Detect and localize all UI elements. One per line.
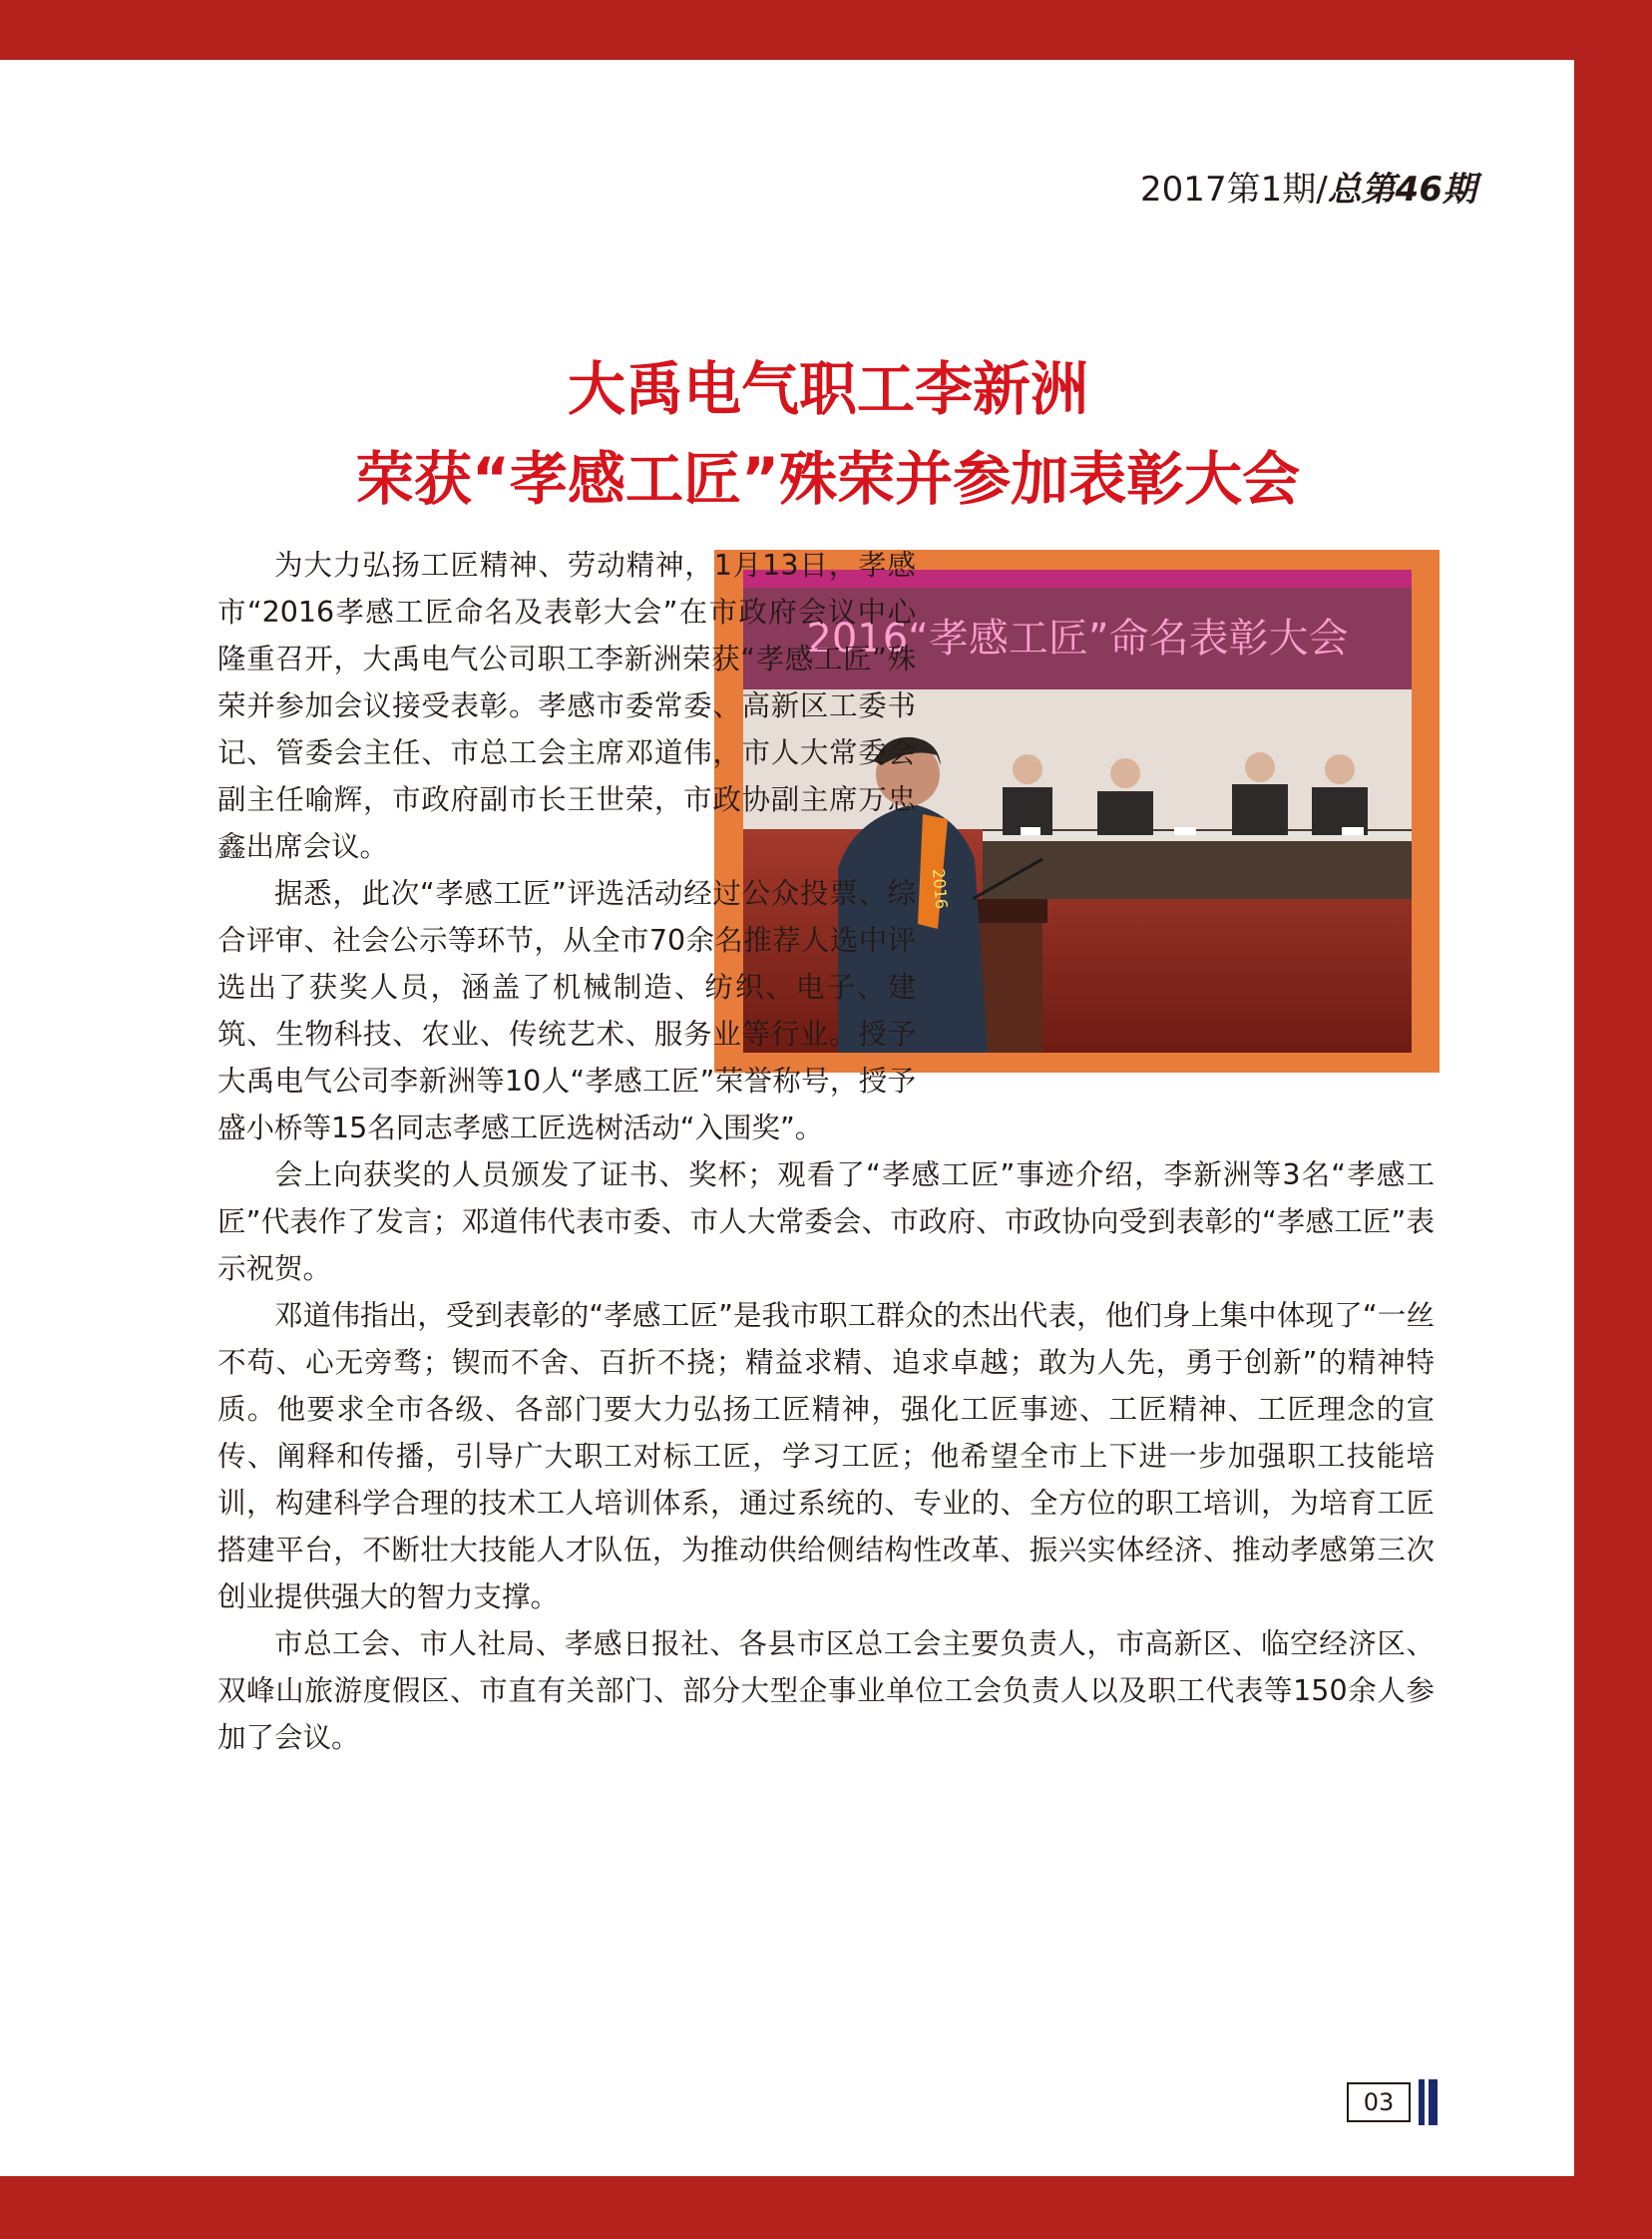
issue-total: 总第46期 — [1327, 170, 1476, 210]
bottom-border — [0, 2176, 1652, 2239]
paragraph-3: 会上向获奖的人员颁发了证书、奖杯；观看了“孝感工匠”事迹介绍，李新洲等3名“孝感工匠”代表作了发言；邓道伟代表市委、市人大常委会、市政府、市政协向受到表彰的“孝感工匠”表示祝贺。 — [217, 1158, 1435, 1285]
top-border — [0, 0, 1652, 60]
paragraph-1: 为大力弘扬工匠精神、劳动精神，1月13日，孝感市“2016孝感工匠命名及表彰大会”在市政府会议中心隆重召开，大禹电气公司职工李新洲荣获“孝感工匠”殊荣并参加会议接受表彰。孝感市委常委、高新区工委书记、管委会主任、市总工会主席邓道伟，市人大常委会副主任喻辉，市政府副市长王世荣，市政协副主席万忠鑫出席会议。 — [217, 549, 916, 863]
article-body — [217, 542, 1435, 1761]
article-title-line2: 荣获“孝感工匠”殊荣并参加表彰大会 — [355, 445, 1301, 513]
page-number: 03 — [1347, 2082, 1411, 2122]
photo-banner-text: 2016“孝感工匠”命名表彰大会 — [806, 616, 1349, 662]
paragraph-4: 邓道伟指出，受到表彰的“孝感工匠”是我市职工群众的杰出代表，他们身上集中体现了“一丝不苟、心无旁骛；锲而不舍、百折不挠；精益求精、追求卓越；敢为人先，勇于创新”的精神特质。他要求全市各级、各部门要大力弘扬工匠精神，强化工匠事迹、工匠精神、工匠理念的宣传、阐释和传播，引导广大职工对标工匠，学习工匠；他希望全市上下进一步加强职工技能培训，构建科学合理的技术工人培训体系，通过系统的、专业的、全方位的职工培训，为培育工匠搭建平台，不断壮大技能人才队伍，为推动供给侧结构性改革、振兴实体经济、推动孝感第三次创业提供强大的智力支撑。 — [217, 1299, 1435, 1613]
page-marker-bar — [1429, 2079, 1438, 2125]
paragraph-2: 据悉，此次“孝感工匠”评选活动经过公众投票、综合评审、社会公示等环节，从全市70余名推荐人选中评选出了获奖人员，涵盖了机械制造、纺织、电子、建筑、生物科技、农业、传统艺术、服务业等行业。授予大禹电气公司李新洲等10人“孝感工匠”荣誉称号，授予盛小桥等15名同志孝感工匠选树活动“入围奖”。 — [217, 877, 916, 1144]
issue-info — [1140, 168, 1476, 212]
article-title-line1: 大禹电气职工李新洲 — [567, 355, 1088, 423]
page-marker-bar — [1419, 2079, 1425, 2125]
paragraph-5: 市总工会、市人社局、孝感日报社、各县市区总工会主要负责人，市高新区、临空经济区、双峰山旅游度假区、市直有关部门、部分大型企事业单位工会负责人以及职工代表等150余人参加了会议。 — [217, 1627, 1435, 1754]
issue-year: 2017第1期/ — [1140, 170, 1328, 210]
right-border — [1574, 0, 1652, 2239]
sash-text: 2016 — [929, 867, 952, 910]
